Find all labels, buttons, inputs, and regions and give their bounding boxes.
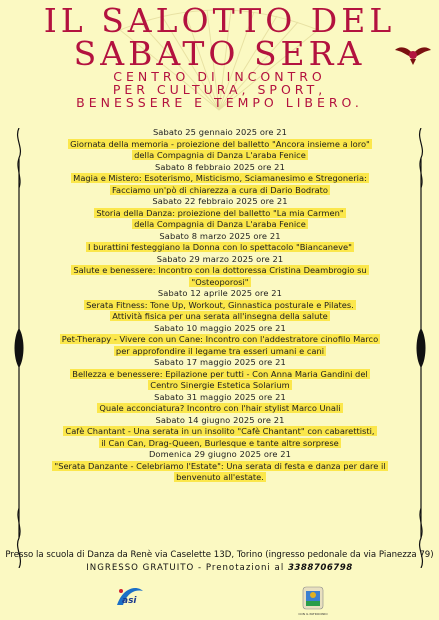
event-description: Centro Sinergie Estetica Solarium	[150, 380, 290, 390]
event-item	[30, 127, 410, 162]
event-date: Sabato 25 gennaio 2025 ore 21	[152, 127, 288, 137]
title-line-1: IL SALOTTO DEL	[43, 1, 396, 40]
event-item	[30, 254, 410, 289]
event-item	[30, 288, 410, 323]
event-date: Sabato 8 marzo 2025 ore 21	[159, 230, 281, 241]
event-item	[30, 449, 410, 484]
event-date: Sabato 17 maggio 2025 ore 21	[154, 357, 286, 367]
event-date: Sabato 10 maggio 2025 ore 21	[154, 322, 286, 333]
event-item	[30, 323, 410, 358]
booking-info	[0, 563, 439, 573]
event-description: Cafè Chantant - Una serata in un insolito "Cafè Chantant" con cabarettisti,	[65, 426, 375, 436]
patronage-text: CON IL PATROCINIO	[298, 612, 328, 616]
event-description: il Can Can, Drag-Queen, Burlesque e tante altre sorprese	[101, 437, 339, 448]
event-description: Magia e Mistero: Esoterismo, Misticismo, Sciamanesimo e Stregoneria:	[73, 173, 367, 183]
event-date: Sabato 12 aprile 2025 ore 21	[157, 288, 283, 298]
event-description: Storia della Danza: proiezione del balletto "La mia Carmen"	[96, 207, 344, 218]
event-date: Sabato 22 febbraio 2025 ore 21	[152, 196, 288, 206]
event-date: Sabato 8 febbraio 2025 ore 21	[155, 161, 285, 172]
event-item	[30, 392, 410, 415]
event-date: Domenica 29 giugno 2025 ore 21	[148, 449, 292, 459]
event-date: Sabato 31 maggio 2025 ore 21	[154, 391, 286, 402]
event-description: Salute e benessere: Incontro con la dottoressa Cristina Deambrogio su	[73, 265, 367, 275]
event-item	[30, 357, 410, 392]
event-description: Bellezza e benessere: Epilazione per tutti - Con Anna Maria Gandini del	[72, 368, 368, 379]
event-description: benvenuto all'estate.	[176, 472, 264, 482]
right-flourish-ornament	[414, 128, 428, 568]
event-item	[30, 415, 410, 450]
asi-logo-text: asi	[122, 596, 137, 606]
winged-emblem-icon	[395, 42, 431, 66]
subtitle-line-3: BENESSERE E TEMPO LIBERO.	[76, 95, 363, 110]
subtitle-line-1: CENTRO DI INCONTRO	[113, 69, 326, 84]
event-description: Giornata della memoria - proiezione del balletto "Ancora insieme a loro"	[70, 138, 370, 149]
event-item	[30, 196, 410, 231]
event-description: Attività fisica per una serata all'insegna della salute	[112, 311, 328, 321]
event-description: della Compagnia di Danza L'araba Fenice	[134, 150, 306, 160]
event-description: Serata Fitness: Tone Up, Workout, Ginnastica posturale e Pilates.	[86, 299, 354, 310]
event-description: della Compagnia di Danza L'araba Fenice	[134, 219, 306, 229]
venue-address: Presso la scuola di Danza da Renè via Caselette 13D, Torino (ingresso pedonale da via Pianezza 79)	[5, 550, 434, 560]
event-item	[30, 162, 410, 197]
event-description: I burattini festeggiano la Donna con lo spettacolo "Biancaneve"	[88, 242, 352, 252]
municipal-crest-icon	[299, 585, 327, 615]
events-list	[30, 127, 410, 484]
left-flourish-ornament	[12, 128, 26, 568]
title-line-2: SABATO SERA	[73, 34, 366, 73]
event-description: Facciamo un'pò di chiarezza a cura di Dario Bodrato	[111, 184, 328, 195]
subtitle-line-2: PER CULTURA, SPORT,	[112, 82, 327, 97]
event-date: Sabato 14 giugno 2025 ore 21	[155, 414, 285, 425]
event-description: "Serata Danzante - Celebriamo l'Estate": Una serata di festa e danza per dare il	[54, 460, 386, 471]
event-description: "Osteoporosi"	[191, 276, 249, 287]
event-description: per approfondire il legame tra esseri umani e cani	[115, 345, 325, 356]
entry-text: INGRESSO GRATUITO - Prenotazioni al	[86, 563, 288, 573]
event-item	[30, 231, 410, 254]
event-description: Pet-Therapy - Vivere con un Cane: Incontro con l'addestratore cinofilo Marco	[61, 334, 379, 344]
event-date: Sabato 29 marzo 2025 ore 21	[156, 253, 284, 264]
phone-number[interactable]: 3388706798	[287, 563, 353, 573]
event-description: Quale acconciatura? Incontro con l'hair stylist Marco Unali	[99, 403, 341, 413]
